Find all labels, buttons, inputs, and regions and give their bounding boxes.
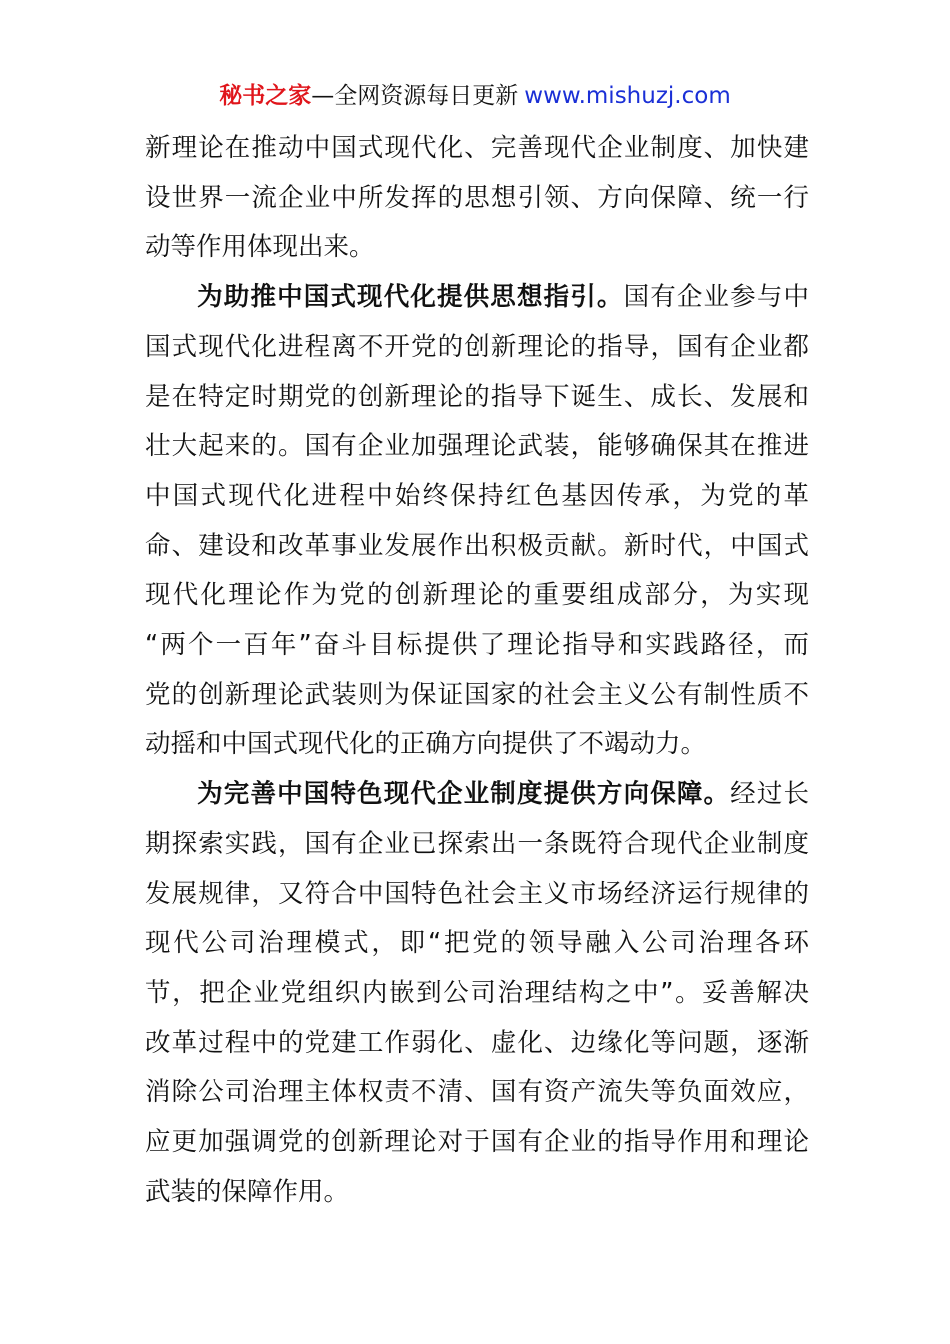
paragraph-line: “两个一百年”奋斗目标提供了理论指导和实践路径，而 xyxy=(145,630,809,661)
paragraph-line: 现代公司治理模式，即“把党的领导融入公司治理各环 xyxy=(145,928,809,959)
paragraph-line: 现代化理论作为党的创新理论的重要组成部分，为实现 xyxy=(145,580,809,611)
paragraph-line: 是在特定时期党的创新理论的指导下诞生、成长、发展和 xyxy=(145,381,809,412)
paragraph-line: 设世界一流企业中所发挥的思想引领、方向保障、统一行 xyxy=(145,182,809,213)
paragraph-line: 期探索实践，国有企业已探索出一条既符合现代企业制度 xyxy=(145,828,809,859)
paragraph-line: 壮大起来的。国有企业加强理论武装，能够确保其在推进 xyxy=(145,431,809,462)
paragraph-line: 新理论在推动中国式现代化、完善现代企业制度、加快建 xyxy=(145,133,809,163)
page-header xyxy=(0,80,950,112)
paragraph-first-line xyxy=(145,273,809,323)
paragraph-first-line xyxy=(145,770,809,820)
paragraph-line: 节，把企业党组织内嵌到公司治理结构之中”。妥善解决 xyxy=(145,977,809,1008)
paragraph-line: 发展规律，又符合中国特色社会主义市场经济运行规律的 xyxy=(145,878,809,909)
paragraph-line: 中国式现代化进程中始终保持红色基因传承，为党的革 xyxy=(145,480,809,511)
paragraph-heading: 为助推中国式现代化提供思想指引。 xyxy=(196,282,624,313)
paragraph-text: 经过长 xyxy=(730,779,809,810)
paragraph-line: 动等作用体现出来。 xyxy=(145,232,375,263)
paragraph-line: 命、建设和改革事业发展作出积极贡献。新时代，中国式 xyxy=(145,530,809,561)
header-tagline: —全网资源每日更新 xyxy=(311,83,519,109)
paragraph-heading: 为完善中国特色现代企业制度提供方向保障。 xyxy=(196,779,731,810)
paragraph-line: 改革过程中的党建工作弱化、虚化、边缘化等问题，逐渐 xyxy=(145,1027,809,1058)
paragraph-line: 党的创新理论武装则为保证国家的社会主义公有制性质不 xyxy=(145,679,809,710)
paragraph-text: 国有企业参与中 xyxy=(623,282,809,313)
paragraph-line: 消除公司治理主体权责不清、国有资产流失等负面效应， xyxy=(145,1077,809,1108)
paragraph-line: 武装的保障作用。 xyxy=(145,1176,350,1207)
document-body xyxy=(145,124,809,1217)
brand-name: 秘书之家 xyxy=(219,83,312,109)
paragraph-line: 国式现代化进程离不开党的创新理论的指导，国有企业都 xyxy=(145,331,809,362)
paragraph-line: 应更加强调党的创新理论对于国有企业的指导作用和理论 xyxy=(145,1127,809,1158)
site-url-link[interactable]: www.mishuzj.com xyxy=(524,83,731,109)
paragraph-line: 动摇和中国式现代化的正确方向提供了不竭动力。 xyxy=(145,729,707,760)
